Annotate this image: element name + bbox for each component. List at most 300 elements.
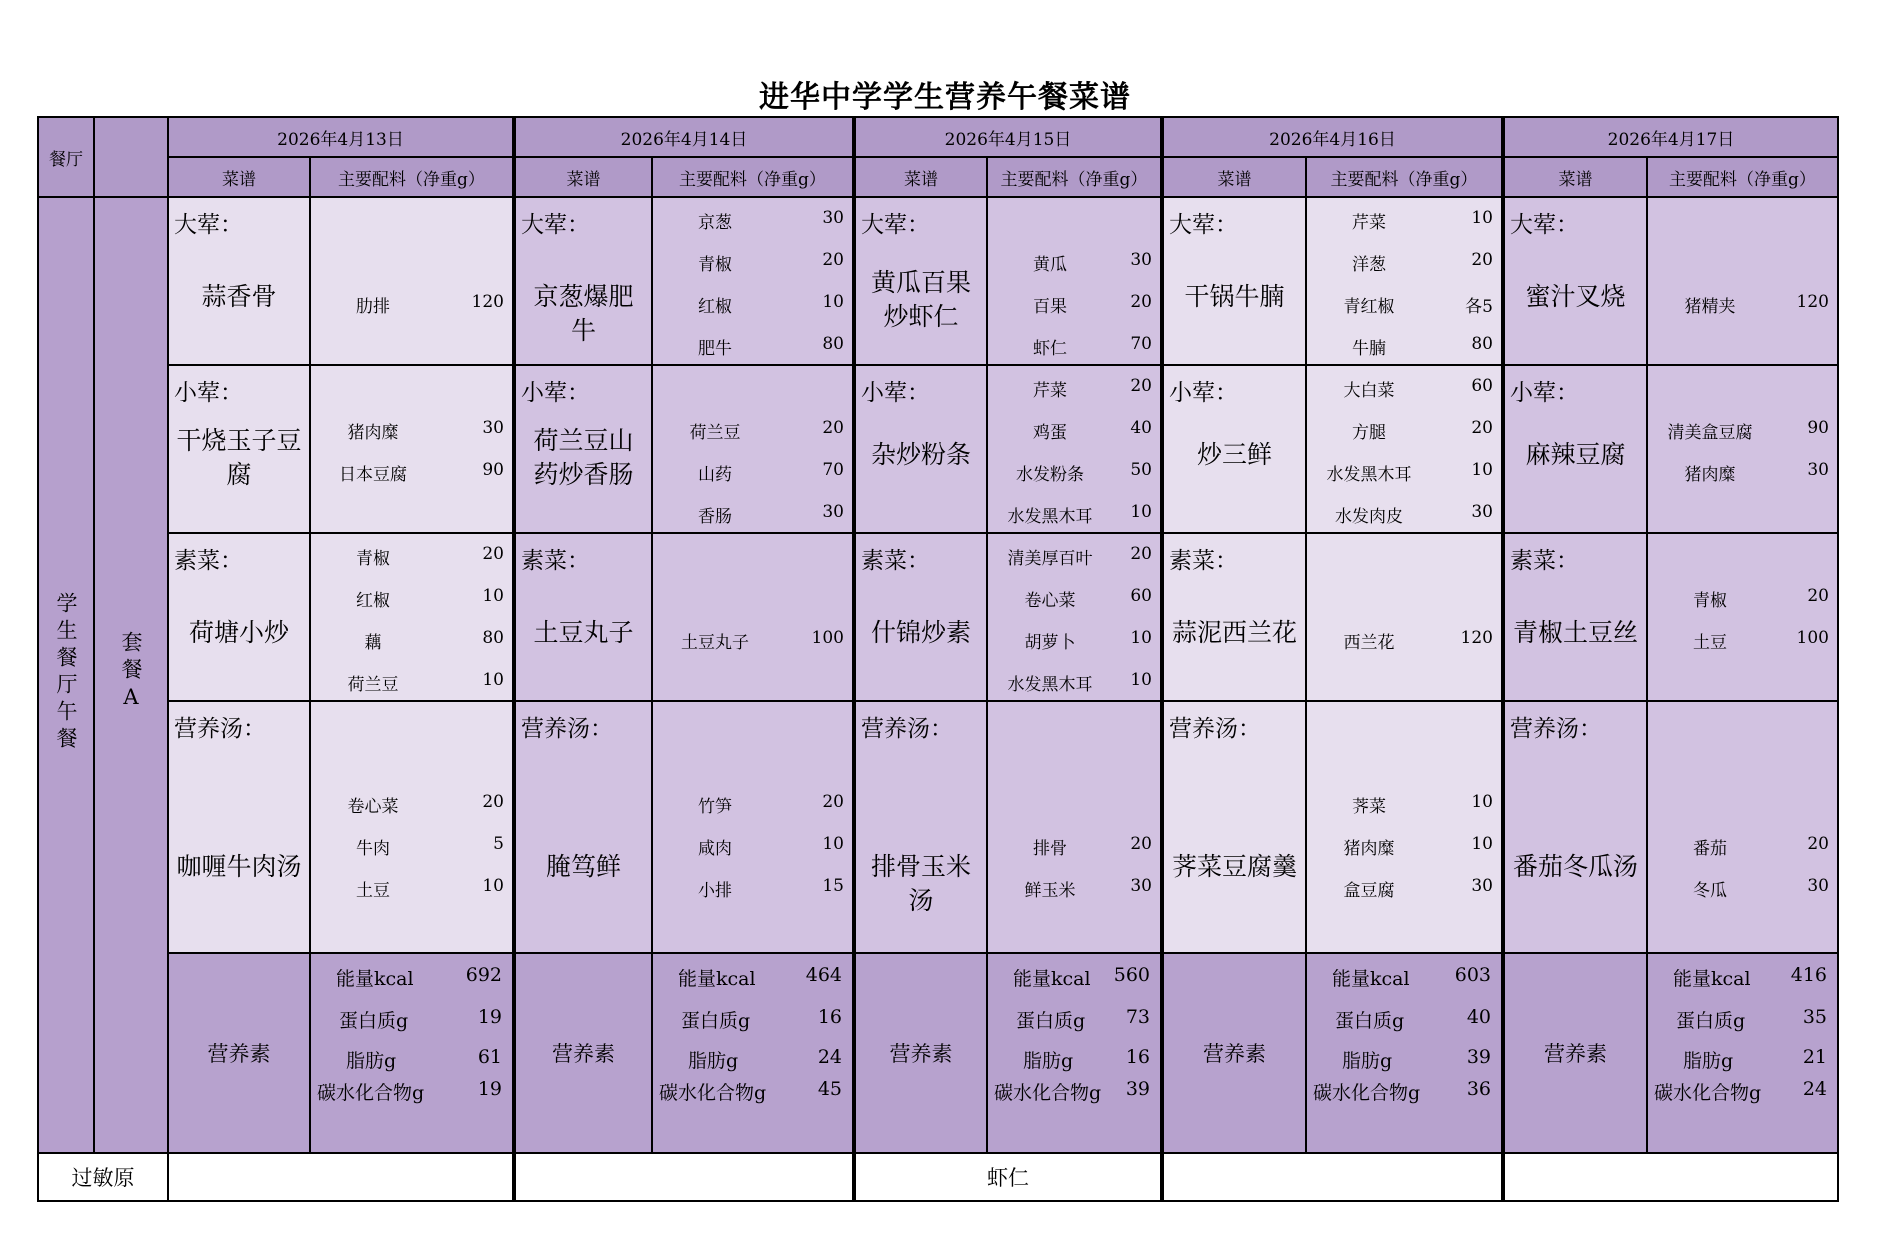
ingredient-qty: 5 [493,834,504,854]
ingredient-qty: 20 [822,250,844,270]
ingredient-qty: 各5 [1465,297,1493,317]
dish-cell [854,533,987,701]
dish-category: 大荤： [1510,212,1579,238]
ingredient-row [311,628,512,658]
ingredient-row [988,460,1160,490]
ingredient-cell [652,197,854,365]
dish-cell [168,197,310,365]
dish-cell [854,197,987,365]
dish-category: 素菜： [174,548,243,574]
ingredient-row [1307,460,1501,490]
ingredient-qty: 10 [1471,460,1493,480]
menu-col-header [514,157,652,197]
ingredient-qty: 10 [1471,208,1493,228]
ingredient-col-label: 主要配料（净重g） [1000,169,1148,190]
ingredient-name: 西兰花 [1343,633,1395,653]
nutrient-value: 603 [1454,964,1491,986]
ingredient-name: 土豆 [1693,633,1727,653]
ingredient-row [1307,502,1501,532]
ingredient-qty: 10 [482,586,504,606]
ingredient-row [653,876,852,906]
nutrient-value: 16 [817,1006,842,1028]
ingredient-cell [987,197,1162,365]
ingredient-cell [310,197,514,365]
dish-name: 荷兰豆山药炒香肠 [533,426,634,489]
allergen-cell [168,1153,514,1201]
ingredient-qty: 30 [1471,502,1493,522]
ingredient-name: 猪精夹 [1684,297,1736,317]
nutrient-name: 能量kcal [1332,968,1410,990]
menu-col-header [1162,157,1306,197]
nutrient-row [988,1046,1160,1076]
ingredient-row [653,792,852,822]
nutrient-name: 脂肪g [1023,1050,1074,1072]
ingredient-name: 洋葱 [1352,255,1386,275]
ingredient-qty: 30 [822,208,844,228]
date-label: 2026年4月17日 [1607,129,1735,150]
ingredient-row [1648,876,1837,906]
date-label: 2026年4月14日 [620,129,748,150]
ingredient-qty: 100 [811,628,844,648]
ingredient-qty: 20 [822,792,844,812]
ingredient-qty: 20 [822,418,844,438]
ingredient-cell [652,365,854,533]
nutrient-name: 能量kcal [1013,968,1091,990]
dish-name: 杂炒粉条 [870,440,971,469]
nutrient-row [988,964,1160,994]
ingredient-row [1307,876,1501,906]
nutrient-row [1307,964,1501,994]
ingredient-cell [652,533,854,701]
nutrient-row [1648,964,1837,994]
nutrient-value: 19 [477,1078,502,1100]
ingredient-qty: 15 [822,876,844,896]
ingredient-row [988,628,1160,658]
nutrient-value: 73 [1125,1006,1150,1028]
ingredient-name: 山药 [698,465,732,485]
dish-category: 小荤： [521,380,590,406]
dish-name: 京葱爆肥牛 [533,282,634,345]
menu-table [37,116,1839,1202]
ingredient-row [1648,586,1837,616]
ingredient-qty: 20 [482,544,504,564]
nutrient-name: 能量kcal [1673,968,1751,990]
nutrient-row [311,1078,512,1108]
dish-category: 大荤： [861,212,930,238]
nutrient-row [1307,1046,1501,1076]
nutrient-row [311,1006,512,1036]
nutrient-value: 39 [1125,1078,1150,1100]
ingredient-row [653,460,852,490]
ingredient-row [988,670,1160,700]
menu-col-label: 菜谱 [566,169,601,190]
ingredient-cell [1306,197,1503,365]
ingredient-qty: 90 [482,460,504,480]
dish-cell [1503,701,1647,953]
ingredient-row [653,208,852,238]
ingredient-cell [987,365,1162,533]
ingredient-row [1648,628,1837,658]
ingredient-name: 黄瓜 [1033,255,1067,275]
ingredient-qty: 120 [1460,628,1493,648]
ingredient-name: 虾仁 [1033,339,1067,359]
nutrition-label: 营养素 [207,1042,271,1066]
nutrient-row [311,964,512,994]
nutrient-value: 21 [1802,1046,1827,1068]
nutrient-value: 35 [1802,1006,1827,1028]
ingredient-row [988,834,1160,864]
nutrient-name: 碳水化合物g [994,1082,1102,1104]
dish-cell [1162,701,1306,953]
ingredient-qty: 70 [1130,334,1152,354]
ingredient-name: 排骨 [1033,839,1067,859]
nutrient-value: 464 [805,964,842,986]
nutrient-name: 蛋白质g [1016,1010,1086,1032]
ingredient-qty: 20 [1130,376,1152,396]
ingredient-name: 卷心菜 [347,797,399,817]
ingredient-name: 藕 [364,633,382,653]
ingredient-row [311,876,512,906]
ingredient-row [311,544,512,574]
ingredient-name: 牛肉 [356,839,390,859]
nutrient-row [1307,1078,1501,1108]
nutrition-label-cell [854,953,987,1153]
ingredient-row [1648,834,1837,864]
ingredient-col-header [1306,157,1503,197]
restaurant-header-label: 餐厅 [49,149,83,170]
allergen-label: 过敏原 [71,1166,135,1190]
nutrition-label: 营养素 [889,1042,953,1066]
date-header [854,117,1162,157]
dish-name: 排骨玉米汤 [870,852,971,915]
nutrient-name: 碳水化合物g [317,1082,425,1104]
nutrient-row [988,1078,1160,1108]
ingredient-row [311,834,512,864]
ingredient-name: 竹笋 [698,797,732,817]
menu-col-label: 菜谱 [1217,169,1252,190]
ingredient-cell [987,533,1162,701]
dish-category: 营养汤： [861,716,953,742]
dish-cell [854,701,987,953]
nutrient-row [1307,1006,1501,1036]
ingredient-qty: 20 [1130,834,1152,854]
ingredient-row [988,418,1160,448]
ingredient-name: 青椒 [698,255,732,275]
ingredient-row [653,628,852,658]
dish-cell [854,365,987,533]
ingredient-cell [310,701,514,953]
nutrient-row [1648,1046,1837,1076]
ingredient-name: 水发黑木耳 [1007,507,1093,527]
ingredient-qty: 20 [1807,834,1829,854]
menu-col-header [854,157,987,197]
dish-category: 素菜： [1510,548,1579,574]
allergen-label-cell [38,1153,168,1201]
ingredient-qty: 20 [1130,544,1152,564]
set-header-blank [94,117,168,197]
dish-name: 蒜泥西兰花 [1171,618,1297,647]
dish-name: 荠菜豆腐羹 [1171,852,1297,881]
nutrient-row [653,1046,852,1076]
nutrient-value: 36 [1466,1078,1491,1100]
dish-cell [168,365,310,533]
dish-name: 蜜汁叉烧 [1525,282,1626,311]
nutrition-values-cell [1647,953,1838,1153]
ingredient-name: 猪肉糜 [347,423,399,443]
ingredient-qty: 70 [822,460,844,480]
dish-name: 麻辣豆腐 [1525,440,1626,469]
dish-cell [514,533,652,701]
ingredient-row [311,418,512,448]
nutrient-name: 脂肪g [346,1050,397,1072]
ingredient-name: 水发肉皮 [1335,507,1403,527]
nutrition-label-cell [168,953,310,1153]
nutrient-name: 蛋白质g [681,1010,751,1032]
nutrient-value: 416 [1790,964,1827,986]
allergen-cell [1162,1153,1503,1201]
ingredient-qty: 50 [1130,460,1152,480]
ingredient-qty: 20 [1807,586,1829,606]
nutrient-name: 碳水化合物g [659,1082,767,1104]
ingredient-col-label: 主要配料（净重g） [1330,169,1478,190]
ingredient-name: 鲜玉米 [1024,881,1076,901]
dish-category: 营养汤： [1510,716,1602,742]
nutrient-value: 24 [817,1046,842,1068]
ingredient-col-label: 主要配料（净重g） [338,169,485,190]
ingredient-qty: 10 [1471,834,1493,854]
ingredient-row [988,250,1160,280]
ingredient-row [988,292,1160,322]
dish-category: 小荤： [861,380,930,406]
dish-name: 黄瓜百果炒虾仁 [870,268,971,331]
ingredient-cell [310,533,514,701]
ingredient-name: 水发黑木耳 [1007,675,1093,695]
menu-col-header [168,157,310,197]
ingredient-qty: 10 [1471,792,1493,812]
nutrient-value: 16 [1125,1046,1150,1068]
ingredient-name: 大白菜 [1343,381,1395,401]
ingredient-row [311,460,512,490]
dish-name: 什锦炒素 [870,618,971,647]
ingredient-qty: 20 [1471,418,1493,438]
nutrition-label: 营养素 [552,1042,615,1066]
ingredient-col-header [987,157,1162,197]
ingredient-row [653,292,852,322]
nutrient-row [653,1078,852,1108]
nutrient-value: 692 [465,964,502,986]
ingredient-cell [987,701,1162,953]
ingredient-row [1307,250,1501,280]
dish-cell [514,701,652,953]
nutrient-name: 蛋白质g [1335,1010,1405,1032]
nutrition-values-cell [310,953,514,1153]
ingredient-name: 香肠 [698,507,732,527]
ingredient-qty: 10 [1130,628,1152,648]
nutrient-value: 45 [817,1078,842,1100]
dish-name: 青椒土豆丝 [1512,618,1638,647]
ingredient-row [653,418,852,448]
ingredient-name: 青椒 [1693,591,1727,611]
ingredient-row [1307,628,1501,658]
ingredient-name: 芹菜 [1033,381,1067,401]
allergen-cell [854,1153,1162,1201]
dish-category: 素菜： [1169,548,1238,574]
ingredient-qty: 60 [1130,586,1152,606]
dish-cell [168,701,310,953]
ingredient-row [1307,834,1501,864]
ingredient-row [988,876,1160,906]
dish-cell [1503,533,1647,701]
dish-category: 小荤： [174,380,243,406]
nutrient-name: 脂肪g [688,1050,739,1072]
ingredient-row [1307,334,1501,364]
dish-cell [514,365,652,533]
ingredient-qty: 10 [1130,502,1152,522]
ingredient-cell [1647,701,1838,953]
ingredient-row [653,834,852,864]
menu-col-label: 菜谱 [222,169,256,190]
ingredient-row [1648,460,1837,490]
ingredient-cell [1306,701,1503,953]
date-label: 2026年4月16日 [1269,129,1396,150]
ingredient-name: 红椒 [698,297,732,317]
ingredient-col-header [1647,157,1838,197]
ingredient-name: 土豆丸子 [681,633,749,653]
dish-name: 蒜香骨 [201,282,277,311]
ingredient-row [1307,292,1501,322]
ingredient-qty: 30 [1807,460,1829,480]
allergen-cell [1503,1153,1838,1201]
nutrient-row [653,964,852,994]
ingredient-name: 清美厚百叶 [1007,549,1093,569]
ingredient-qty: 20 [482,792,504,812]
dish-name: 腌笃鲜 [545,852,621,881]
dish-cell [1503,365,1647,533]
nutrient-name: 能量kcal [678,968,756,990]
allergen-value: 虾仁 [987,1166,1029,1190]
nutrition-label: 营养素 [1544,1042,1607,1066]
nutrient-value: 24 [1802,1078,1827,1100]
ingredient-qty: 20 [1130,292,1152,312]
restaurant-header [38,117,94,197]
ingredient-row [653,250,852,280]
dish-category: 大荤： [521,212,590,238]
ingredient-name: 卷心菜 [1024,591,1076,611]
ingredient-name: 胡萝卜 [1024,633,1076,653]
ingredient-row [311,292,512,322]
ingredient-qty: 30 [1471,876,1493,896]
ingredient-row [1307,418,1501,448]
ingredient-qty: 30 [822,502,844,522]
dish-category: 营养汤： [174,716,266,742]
set-label: 套餐A [119,630,143,715]
ingredient-qty: 10 [822,834,844,854]
ingredient-cell [1647,533,1838,701]
nutrition-label: 营养素 [1203,1042,1266,1066]
ingredient-name: 荠菜 [1352,797,1386,817]
ingredient-name: 鸡蛋 [1033,423,1067,443]
ingredient-name: 牛腩 [1352,339,1386,359]
date-header [168,117,514,157]
ingredient-row [1648,418,1837,448]
ingredient-name: 青椒 [356,549,390,569]
dish-cell [1162,197,1306,365]
ingredient-qty: 100 [1796,628,1829,648]
dish-cell [1162,365,1306,533]
date-header [514,117,854,157]
ingredient-cell [1306,533,1503,701]
nutrition-label-cell [1162,953,1306,1153]
side-label: 学生餐厅午餐 [54,591,78,754]
ingredient-name: 肋排 [356,297,390,317]
nutrient-name: 脂肪g [1683,1050,1734,1072]
ingredient-name: 土豆 [356,881,390,901]
ingredient-qty: 90 [1807,418,1829,438]
ingredient-name: 红椒 [356,591,390,611]
dish-category: 素菜： [521,548,590,574]
ingredient-qty: 10 [482,670,504,690]
ingredient-name: 芹菜 [1352,213,1386,233]
ingredient-cell [310,365,514,533]
ingredient-cell [1647,197,1838,365]
ingredient-row [988,502,1160,532]
ingredient-col-label: 主要配料（净重g） [679,169,826,190]
ingredient-name: 小排 [698,881,732,901]
date-header [1162,117,1503,157]
nutrition-values-cell [652,953,854,1153]
ingredient-qty: 30 [482,418,504,438]
ingredient-qty: 30 [1130,876,1152,896]
menu-col-header [1503,157,1647,197]
ingredient-row [1307,376,1501,406]
ingredient-cell [1306,365,1503,533]
nutrient-name: 碳水化合物g [1654,1082,1762,1104]
ingredient-qty: 40 [1130,418,1152,438]
menu-col-label: 菜谱 [904,169,938,190]
ingredient-row [311,670,512,700]
dish-cell [1162,533,1306,701]
menu-col-label: 菜谱 [1558,169,1593,190]
dish-cell [168,533,310,701]
nutrition-label-cell [1503,953,1647,1153]
nutrient-name: 蛋白质g [339,1010,409,1032]
ingredient-name: 方腿 [1352,423,1386,443]
date-label: 2026年4月13日 [277,129,404,150]
dish-category: 大荤： [174,212,243,238]
dish-category: 营养汤： [521,716,613,742]
dish-name: 干锅牛腩 [1184,282,1285,311]
ingredient-name: 水发黑木耳 [1326,465,1412,485]
nutrient-row [1648,1006,1837,1036]
ingredient-qty: 30 [1130,250,1152,270]
dish-cell [1503,197,1647,365]
ingredient-row [988,334,1160,364]
ingredient-qty: 80 [822,334,844,354]
dish-category: 小荤： [1169,380,1238,406]
ingredient-name: 冬瓜 [1693,881,1727,901]
ingredient-row [311,586,512,616]
dish-category: 大荤： [1169,212,1238,238]
nutrient-name: 脂肪g [1342,1050,1393,1072]
nutrient-row [988,1006,1160,1036]
ingredient-qty: 10 [822,292,844,312]
page-title: 进华中学学生营养午餐菜谱 [759,80,1131,115]
ingredient-name: 清美盒豆腐 [1667,423,1753,443]
dish-name: 荷塘小炒 [188,618,289,647]
ingredient-name: 咸肉 [698,839,732,859]
ingredient-row [653,502,852,532]
ingredient-name: 京葱 [698,213,732,233]
